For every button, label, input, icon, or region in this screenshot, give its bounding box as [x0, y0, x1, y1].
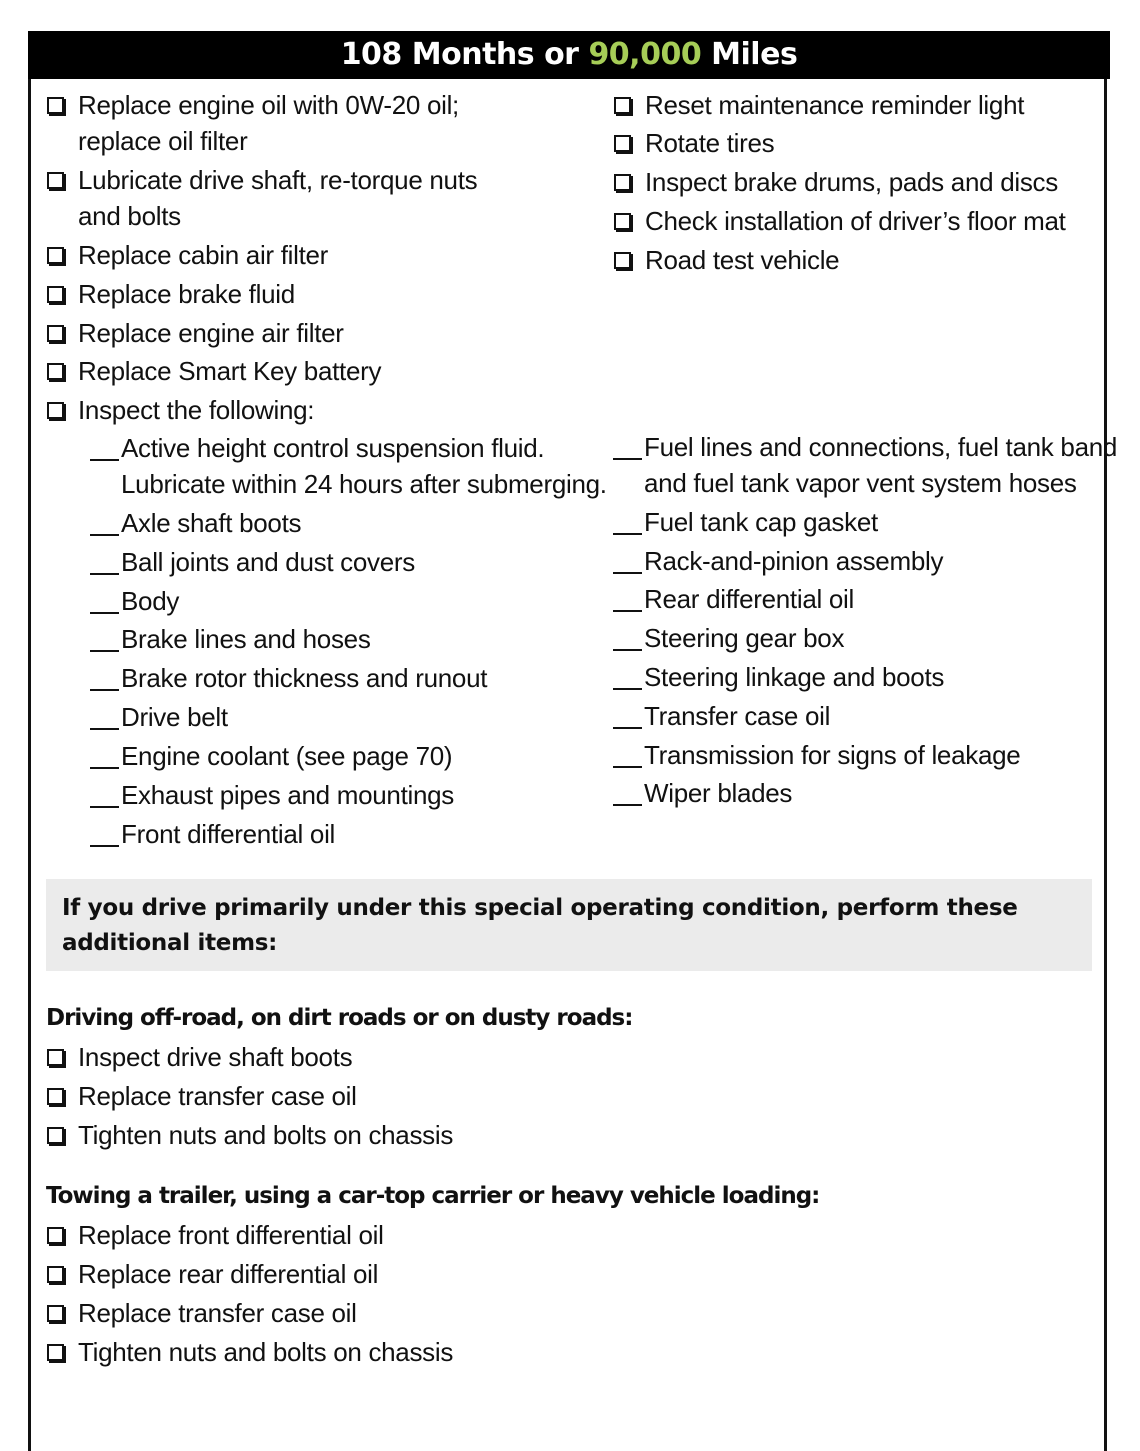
inspect-label: Axle shaft boots — [121, 508, 302, 538]
inspect-label: Body — [121, 586, 180, 616]
checkbox-icon[interactable] — [614, 174, 631, 191]
task-label-cont: and bolts — [78, 201, 181, 231]
task-label: Replace engine air filter — [78, 318, 344, 348]
blank-line-icon[interactable] — [613, 766, 642, 768]
task-label: Reset maintenance reminder light — [645, 90, 1025, 120]
inspect-label: Rear differential oil — [644, 584, 855, 614]
blank-line-icon[interactable] — [90, 573, 119, 575]
blank-line-icon[interactable] — [90, 459, 119, 461]
task-label: Inspect the following: — [78, 395, 315, 425]
task-label: Inspect brake drums, pads and discs — [645, 167, 1058, 197]
inspect-label: Active height control suspension fluid. — [121, 433, 545, 463]
task-label: Replace Smart Key battery — [78, 356, 382, 386]
checkbox-icon[interactable] — [614, 135, 631, 152]
inspect-label: Wiper blades — [644, 778, 793, 808]
blank-line-icon[interactable] — [613, 533, 642, 535]
inspect-label: Steering gear box — [644, 623, 845, 653]
inspect-label-cont: Lubricate within 24 hours after submerging. — [121, 469, 607, 499]
inspect-label: Brake rotor thickness and runout — [121, 663, 488, 693]
checkbox-icon[interactable] — [614, 252, 631, 269]
blank-line-icon[interactable] — [613, 610, 642, 612]
notice-line-2: additional items: — [62, 930, 278, 956]
task-label: Replace rear differential oil — [78, 1259, 379, 1289]
checkbox-icon[interactable] — [47, 325, 64, 342]
inspect-label: Fuel tank cap gasket — [644, 507, 878, 537]
checkbox-icon[interactable] — [47, 363, 64, 380]
condition-title: Driving off-road, on dirt roads or on dusty roads: — [46, 1005, 633, 1031]
blank-line-icon[interactable] — [613, 804, 642, 806]
blank-line-icon[interactable] — [613, 688, 642, 690]
checkbox-icon[interactable] — [47, 247, 64, 264]
condition-title: Towing a trailer, using a car-top carrier or heavy vehicle loading: — [46, 1183, 820, 1209]
blank-line-icon[interactable] — [90, 767, 119, 769]
task-label: Replace engine oil with 0W-20 oil; — [78, 90, 459, 120]
task-label: Replace front differential oil — [78, 1220, 384, 1250]
blank-line-icon[interactable] — [90, 728, 119, 730]
schedule-header — [28, 31, 1110, 79]
task-label: Replace brake fluid — [78, 279, 295, 309]
blank-line-icon[interactable] — [90, 806, 119, 808]
inspect-label: Ball joints and dust covers — [121, 547, 415, 577]
blank-line-icon[interactable] — [613, 458, 642, 460]
checkbox-icon[interactable] — [47, 1305, 64, 1322]
inspect-label: Engine coolant (see page 70) — [121, 741, 453, 771]
blank-line-icon[interactable] — [613, 727, 642, 729]
task-label: Tighten nuts and bolts on chassis — [78, 1337, 454, 1367]
notice-text — [62, 891, 1042, 961]
inspect-label: Drive belt — [121, 702, 228, 732]
task-label-cont: replace oil filter — [78, 126, 248, 156]
inspect-label: Transfer case oil — [644, 701, 831, 731]
checkbox-icon[interactable] — [47, 402, 64, 419]
blank-line-icon[interactable] — [90, 689, 119, 691]
task-label: Road test vehicle — [645, 245, 840, 275]
inspect-label: Rack-and-pinion assembly — [644, 546, 944, 576]
task-label: Replace transfer case oil — [78, 1298, 357, 1328]
inspect-label: Front differential oil — [121, 819, 336, 849]
inspect-label-cont: and fuel tank vapor vent system hoses — [644, 468, 1077, 498]
inspect-label: Transmission for signs of leakage — [644, 740, 1021, 770]
task-label: Lubricate drive shaft, re-torque nuts — [78, 165, 478, 195]
task-label: Rotate tires — [645, 128, 775, 158]
inspect-label: Steering linkage and boots — [644, 662, 945, 692]
checkbox-icon[interactable] — [47, 1088, 64, 1105]
inspect-label: Brake lines and hoses — [121, 624, 371, 654]
checkbox-icon[interactable] — [47, 1127, 64, 1144]
special-conditions-notice — [46, 879, 1092, 971]
task-label: Replace cabin air filter — [78, 240, 329, 270]
task-label: Replace transfer case oil — [78, 1081, 357, 1111]
checkbox-icon[interactable] — [47, 286, 64, 303]
task-label: Inspect drive shaft boots — [78, 1042, 353, 1072]
blank-line-icon[interactable] — [90, 650, 119, 652]
inspect-label: Exhaust pipes and mountings — [121, 780, 455, 810]
checkbox-icon[interactable] — [47, 1344, 64, 1361]
blank-line-icon[interactable] — [90, 534, 119, 536]
checkbox-icon[interactable] — [47, 172, 64, 189]
checkbox-icon[interactable] — [47, 1227, 64, 1244]
checkbox-icon[interactable] — [614, 97, 631, 114]
header-miles-value: 90,000 — [588, 37, 702, 72]
header-months: 108 Months or — [340, 37, 579, 72]
blank-line-icon[interactable] — [613, 572, 642, 574]
task-label: Tighten nuts and bolts on chassis — [78, 1120, 454, 1150]
blank-line-icon[interactable] — [613, 649, 642, 651]
task-label: Check installation of driver’s floor mat — [645, 206, 1066, 236]
checkbox-icon[interactable] — [47, 1049, 64, 1066]
inspect-label: Fuel lines and connections, fuel tank band — [644, 432, 1118, 462]
checkbox-icon[interactable] — [614, 213, 631, 230]
blank-line-icon[interactable] — [90, 845, 119, 847]
header-miles-suffix: Miles — [711, 37, 798, 72]
checkbox-icon[interactable] — [47, 1266, 64, 1283]
checkbox-icon[interactable] — [47, 97, 64, 114]
blank-line-icon[interactable] — [90, 612, 119, 614]
notice-line-1: If you drive primarily under this special operating condition, perform these — [62, 895, 1018, 921]
